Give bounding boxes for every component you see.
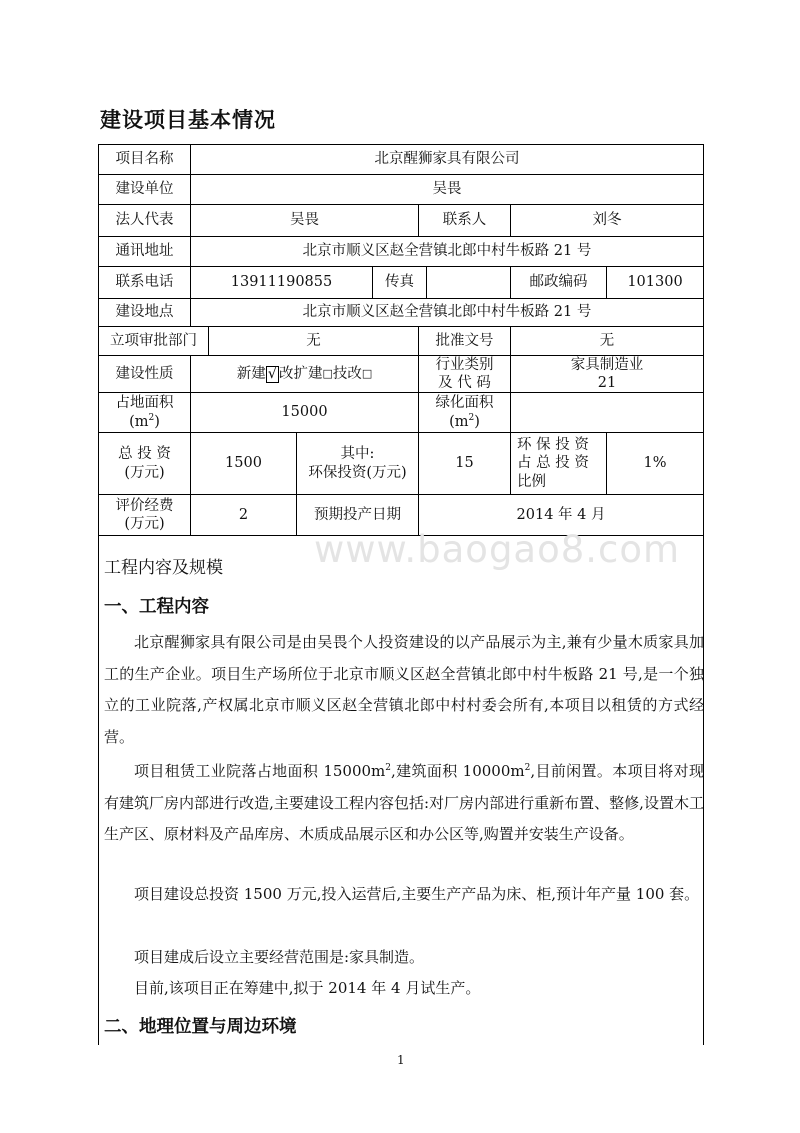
paragraph-2: 项目租赁工业院落占地面积 $15000m^2$,建筑面积 $10000m^2$,目前闲置。本项目将对现有建筑厂房内部进行改造,主要建设工程内容包括:对厂房内部进行重新布置、整修,设置木工生产区、原材料及产品库房、木质成品展示区和办公区等,购置并安装生产设备。 xyxy=(104,762,704,843)
phone-label: 联系电话 xyxy=(99,267,191,299)
green-area-label-line1: 绿化面积 xyxy=(435,395,494,412)
eval-fee-label xyxy=(99,495,191,536)
paragraph-5: 目前,该项目正在筹建中,拟于 2014 年 4 月试生产。 xyxy=(134,979,481,997)
construction-unit-value: 吴畏 xyxy=(191,175,703,205)
legal-rep-value: 吴畏 xyxy=(191,205,419,237)
env-ratio-label-line2: 占 总 投 资 xyxy=(517,455,589,472)
address-value: 北京市顺义区赵全营镇北郎中村牛板路 21 号 xyxy=(191,237,703,267)
paragraph-4: 项目建成后设立主要经营范围是:家具制造。 xyxy=(134,948,425,966)
env-invest-label xyxy=(297,433,419,495)
approval-no-value: 无 xyxy=(511,327,703,356)
section-2-title: 二、地理位置与周边环境 xyxy=(104,1017,297,1037)
nature-tech-label: 技改 xyxy=(332,365,362,382)
postcode-label: 邮政编码 xyxy=(511,267,607,299)
site-label: 建设地点 xyxy=(99,299,191,327)
industry-label xyxy=(419,356,511,393)
total-invest-label-line2: (万元) xyxy=(124,464,165,481)
total-invest-label xyxy=(99,433,191,495)
approval-no-label: 批准文号 xyxy=(419,327,511,356)
env-ratio-label-line3: 比例 xyxy=(517,473,546,490)
land-area-value: 15000 xyxy=(191,393,419,433)
land-area-label xyxy=(99,393,191,433)
green-area-label xyxy=(419,393,511,433)
project-name-value: 北京醒狮家具有限公司 xyxy=(191,145,703,175)
prod-date-value: 2014 年 4 月 xyxy=(419,495,703,536)
nature-rebuild-box: □ xyxy=(322,367,333,381)
address-label: 通讯地址 xyxy=(99,237,191,267)
industry-label-line1: 行业类别 xyxy=(435,356,494,373)
eval-fee-label-line2: (万元) xyxy=(124,516,165,532)
env-ratio-value: 1% xyxy=(607,433,703,495)
contact-person-label: 联系人 xyxy=(419,205,511,237)
phone-value: 13911190855 xyxy=(191,267,373,299)
eval-fee-value: 2 xyxy=(191,495,297,536)
section-1-title: 一、工程内容 xyxy=(104,597,209,617)
env-invest-label-line2: 环保投资(万元) xyxy=(308,464,407,481)
postcode-value: 101300 xyxy=(607,267,703,299)
paragraph-3: 项目建设总投资 1500 万元,投入运营后,主要生产产品为床、柜,预计年产量 100 套。 xyxy=(134,885,700,903)
construction-unit-label: 建设单位 xyxy=(99,175,191,205)
land-area-label-line1: 占地面积 xyxy=(115,395,174,412)
fax-label: 传真 xyxy=(373,267,427,299)
land-area-label-line2: $(m^2)$ xyxy=(129,412,160,430)
paragraph-1: 北京醒狮家具有限公司是由吴畏个人投资建设的以产品展示为主,兼有少量木质家具加工的生产企业。项目生产场所位于北京市顺义区赵全营镇北郎中村牛板路 21 号,是一个独立的工业院落,产权属北京市顺义区赵全营镇北郎中村村委会所有,本项目以租赁的方式经营。 xyxy=(104,633,704,746)
env-invest-value: 15 xyxy=(419,433,511,495)
page-heading: 建设项目基本情况 xyxy=(100,108,276,132)
site-value: 北京市顺义区赵全营镇北郎中村牛板路 21 号 xyxy=(191,299,703,327)
env-ratio-label-line1: 环 保 投 资 xyxy=(517,437,589,454)
green-area-value xyxy=(511,393,703,433)
total-invest-value: 1500 xyxy=(191,433,297,495)
approval-dept-label: 立项审批部门 xyxy=(99,327,209,356)
industry-value-line2: 21 xyxy=(597,375,617,391)
env-invest-label-line1: 其中: xyxy=(340,446,375,463)
nature-rebuild-label: 改扩建 xyxy=(278,365,323,382)
nature-new-checkmark: √ xyxy=(267,365,277,382)
nature-label: 建设性质 xyxy=(99,356,191,393)
watermark: www.baogao8.com xyxy=(314,528,681,571)
green-area-label-line2: $(m^2)$ xyxy=(449,412,480,430)
industry-value xyxy=(511,356,703,393)
contact-person-value: 刘冬 xyxy=(511,205,703,237)
nature-options xyxy=(191,356,419,393)
industry-value-line1: 家具制造业 xyxy=(570,356,644,373)
nature-tech-box: □ xyxy=(361,367,373,381)
industry-label-line2: 及 代 码 xyxy=(438,375,491,391)
nature-new-label: 新建 xyxy=(236,365,266,382)
total-invest-label-line1: 总 投 资 xyxy=(118,446,171,463)
eval-fee-label-line1: 评价经费 xyxy=(115,497,174,514)
page-number: 1 xyxy=(397,1053,405,1067)
fax-value xyxy=(427,267,511,299)
approval-dept-value: 无 xyxy=(209,327,419,356)
project-name-label: 项目名称 xyxy=(99,145,191,175)
legal-rep-label: 法人代表 xyxy=(99,205,191,237)
env-ratio-label xyxy=(511,433,607,495)
prod-date-label: 预期投产日期 xyxy=(297,495,419,536)
section-scope-title: 工程内容及规模 xyxy=(104,558,223,578)
